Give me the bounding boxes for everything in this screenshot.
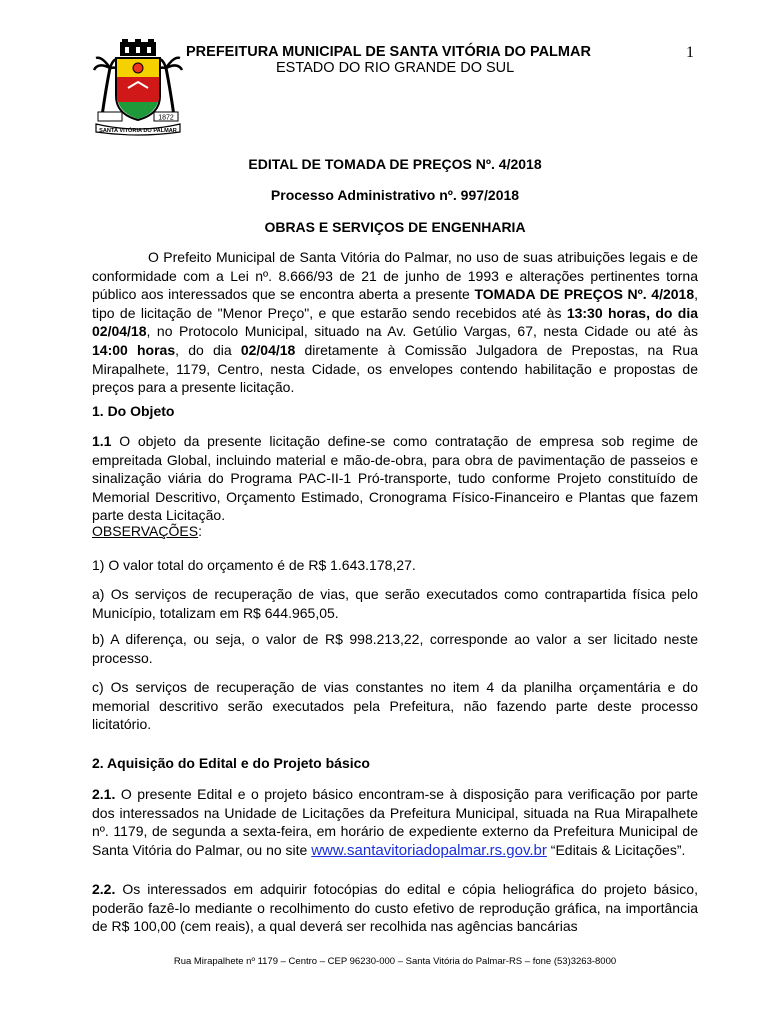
object-category: OBRAS E SERVIÇOS DE ENGENHARIA <box>264 219 526 235</box>
clause-2-1-end: “Editais & Licitações”. <box>546 841 686 858</box>
clause-2-1-text: O presente Edital e o projeto básico encontram-se à disposição para verificação por parte dos interessados na Unidade de Licitações da Prefeitura Municipal, situada na Rua Mirapalhete nº. 1179, de segunda a sexta-feira, em horário de expediente externo da Prefeitura Municipal de Santa Vitória do Palmar, ou no site <box>92 786 698 858</box>
clause-2-2-number: 2.2. <box>92 881 116 897</box>
intro-text-i: diretamente à Comissão Julgadora de Prepostas, na Rua Mirapalhete, 1179, Centro, nesta Cidade, os envelopes contendo habilitação e propostas de preços para a presente licitação. <box>92 341 698 396</box>
observation-c: c) Os serviços de recuperação de vias constantes no item 4 da planilha orçamentária e do memorial descritivo serão executados pela Prefeitura, não fazendo parte deste processo licitatório. <box>92 679 698 733</box>
intro-text-a: O Prefeito Municipal de Santa Vitória do Palmar, no uso de suas atribuições legais e de conformidade com a Lei nº. 8.666/93 de 21 de junho de 1993 e alterações pertinentes torna público aos interessados que se encontra aberta a presente <box>92 249 698 303</box>
observation-a: a) Os serviços de recuperação de vias, que serão executados como contrapartida física pelo Município, totalizam em R$ 644.965,05. <box>92 586 698 621</box>
intro-text-g: , do dia <box>175 341 241 358</box>
page-number: 1 <box>686 44 694 61</box>
edital-title: EDITAL DE TOMADA DE PREÇOS Nº. 4/2018 <box>248 156 542 172</box>
coat-of-arms-icon <box>92 38 184 136</box>
clause-2-1 <box>92 785 698 860</box>
header-title: PREFEITURA MUNICIPAL DE SANTA VITÓRIA DO PALMAR <box>186 44 591 60</box>
observation-b: b) A diferença, ou seja, o valor de R$ 998.213,22, corresponde ao valor a ser licitado neste processo. <box>92 631 698 666</box>
website-link[interactable]: www.santavitoriadopalmar.rs.gov.br <box>311 841 547 859</box>
observations-heading <box>92 522 698 541</box>
intro-text-f: 14:00 horas <box>92 341 176 358</box>
clause-1-1-text: O objeto da presente licitação define-se como contratação de empresa sob regime de empreitada Global, incluindo material e mão-de-obra, para obra de pavimentação de passeios e sinalização viária do Programa PAC-II-1 Pró-transporte, tudo conforme Projeto constituído de Memorial Descritivo, Orçamento Estimado, Cronograma Físico-Financeiro e Plantas que fazem parte desta Licitação. <box>92 433 698 524</box>
intro-paragraph <box>92 248 698 397</box>
intro-text-h: 02/04/18 <box>240 341 296 358</box>
process-number: Processo Administrativo nº. 997/2018 <box>270 187 520 203</box>
intro-text-b: TOMADA DE PREÇOS Nº. 4/2018 <box>474 286 695 303</box>
intro-text-c: , tipo de licitação de "Menor Preço", e que estarão sendo recebidos até às <box>92 286 698 321</box>
clause-2-1-number: 2.1. <box>92 786 116 802</box>
header-subtitle: ESTADO DO RIO GRANDE DO SUL <box>276 60 515 76</box>
intro-text-d: 13:30 horas, do dia 02/04/18 <box>92 304 698 340</box>
crest-ribbon-text: SANTA VITÓRIA DO PALMAR <box>99 128 177 134</box>
observations-label: OBSERVAÇÕES <box>92 523 199 539</box>
clause-1-1-number: 1.1 <box>92 433 112 449</box>
observations-colon: : <box>198 523 202 539</box>
intro-text-e: , no Protocolo Municipal, situado na Av. Getúlio Vargas, 67, nesta Cidade ou até às <box>146 323 698 340</box>
crest-year: 1872 <box>158 114 174 122</box>
clause-2-2-text: Os interessados em adquirir fotocópias do edital e cópia heliográfica do projeto básico, poderão fazê-lo mediante o recolhimento do custo efetivo de reprodução gráfica, na importância de R$ 100,00 (cem reais), a qual deverá ser recolhida nas agências bancárias <box>92 881 698 935</box>
clause-1-1 <box>92 432 698 525</box>
observation-1: 1) O valor total do orçamento é de R$ 1.643.178,27. <box>92 557 416 573</box>
clause-2-2 <box>92 880 698 936</box>
page-footer: Rua Mirapalhete nº 1179 – Centro – CEP 96230-000 – Santa Vitória do Palmar-RS – fone (53)3263-8000 <box>173 956 617 967</box>
section-1-heading: 1. Do Objeto <box>92 403 175 419</box>
section-2-heading: 2. Aquisição do Edital e do Projeto básico <box>92 755 370 771</box>
